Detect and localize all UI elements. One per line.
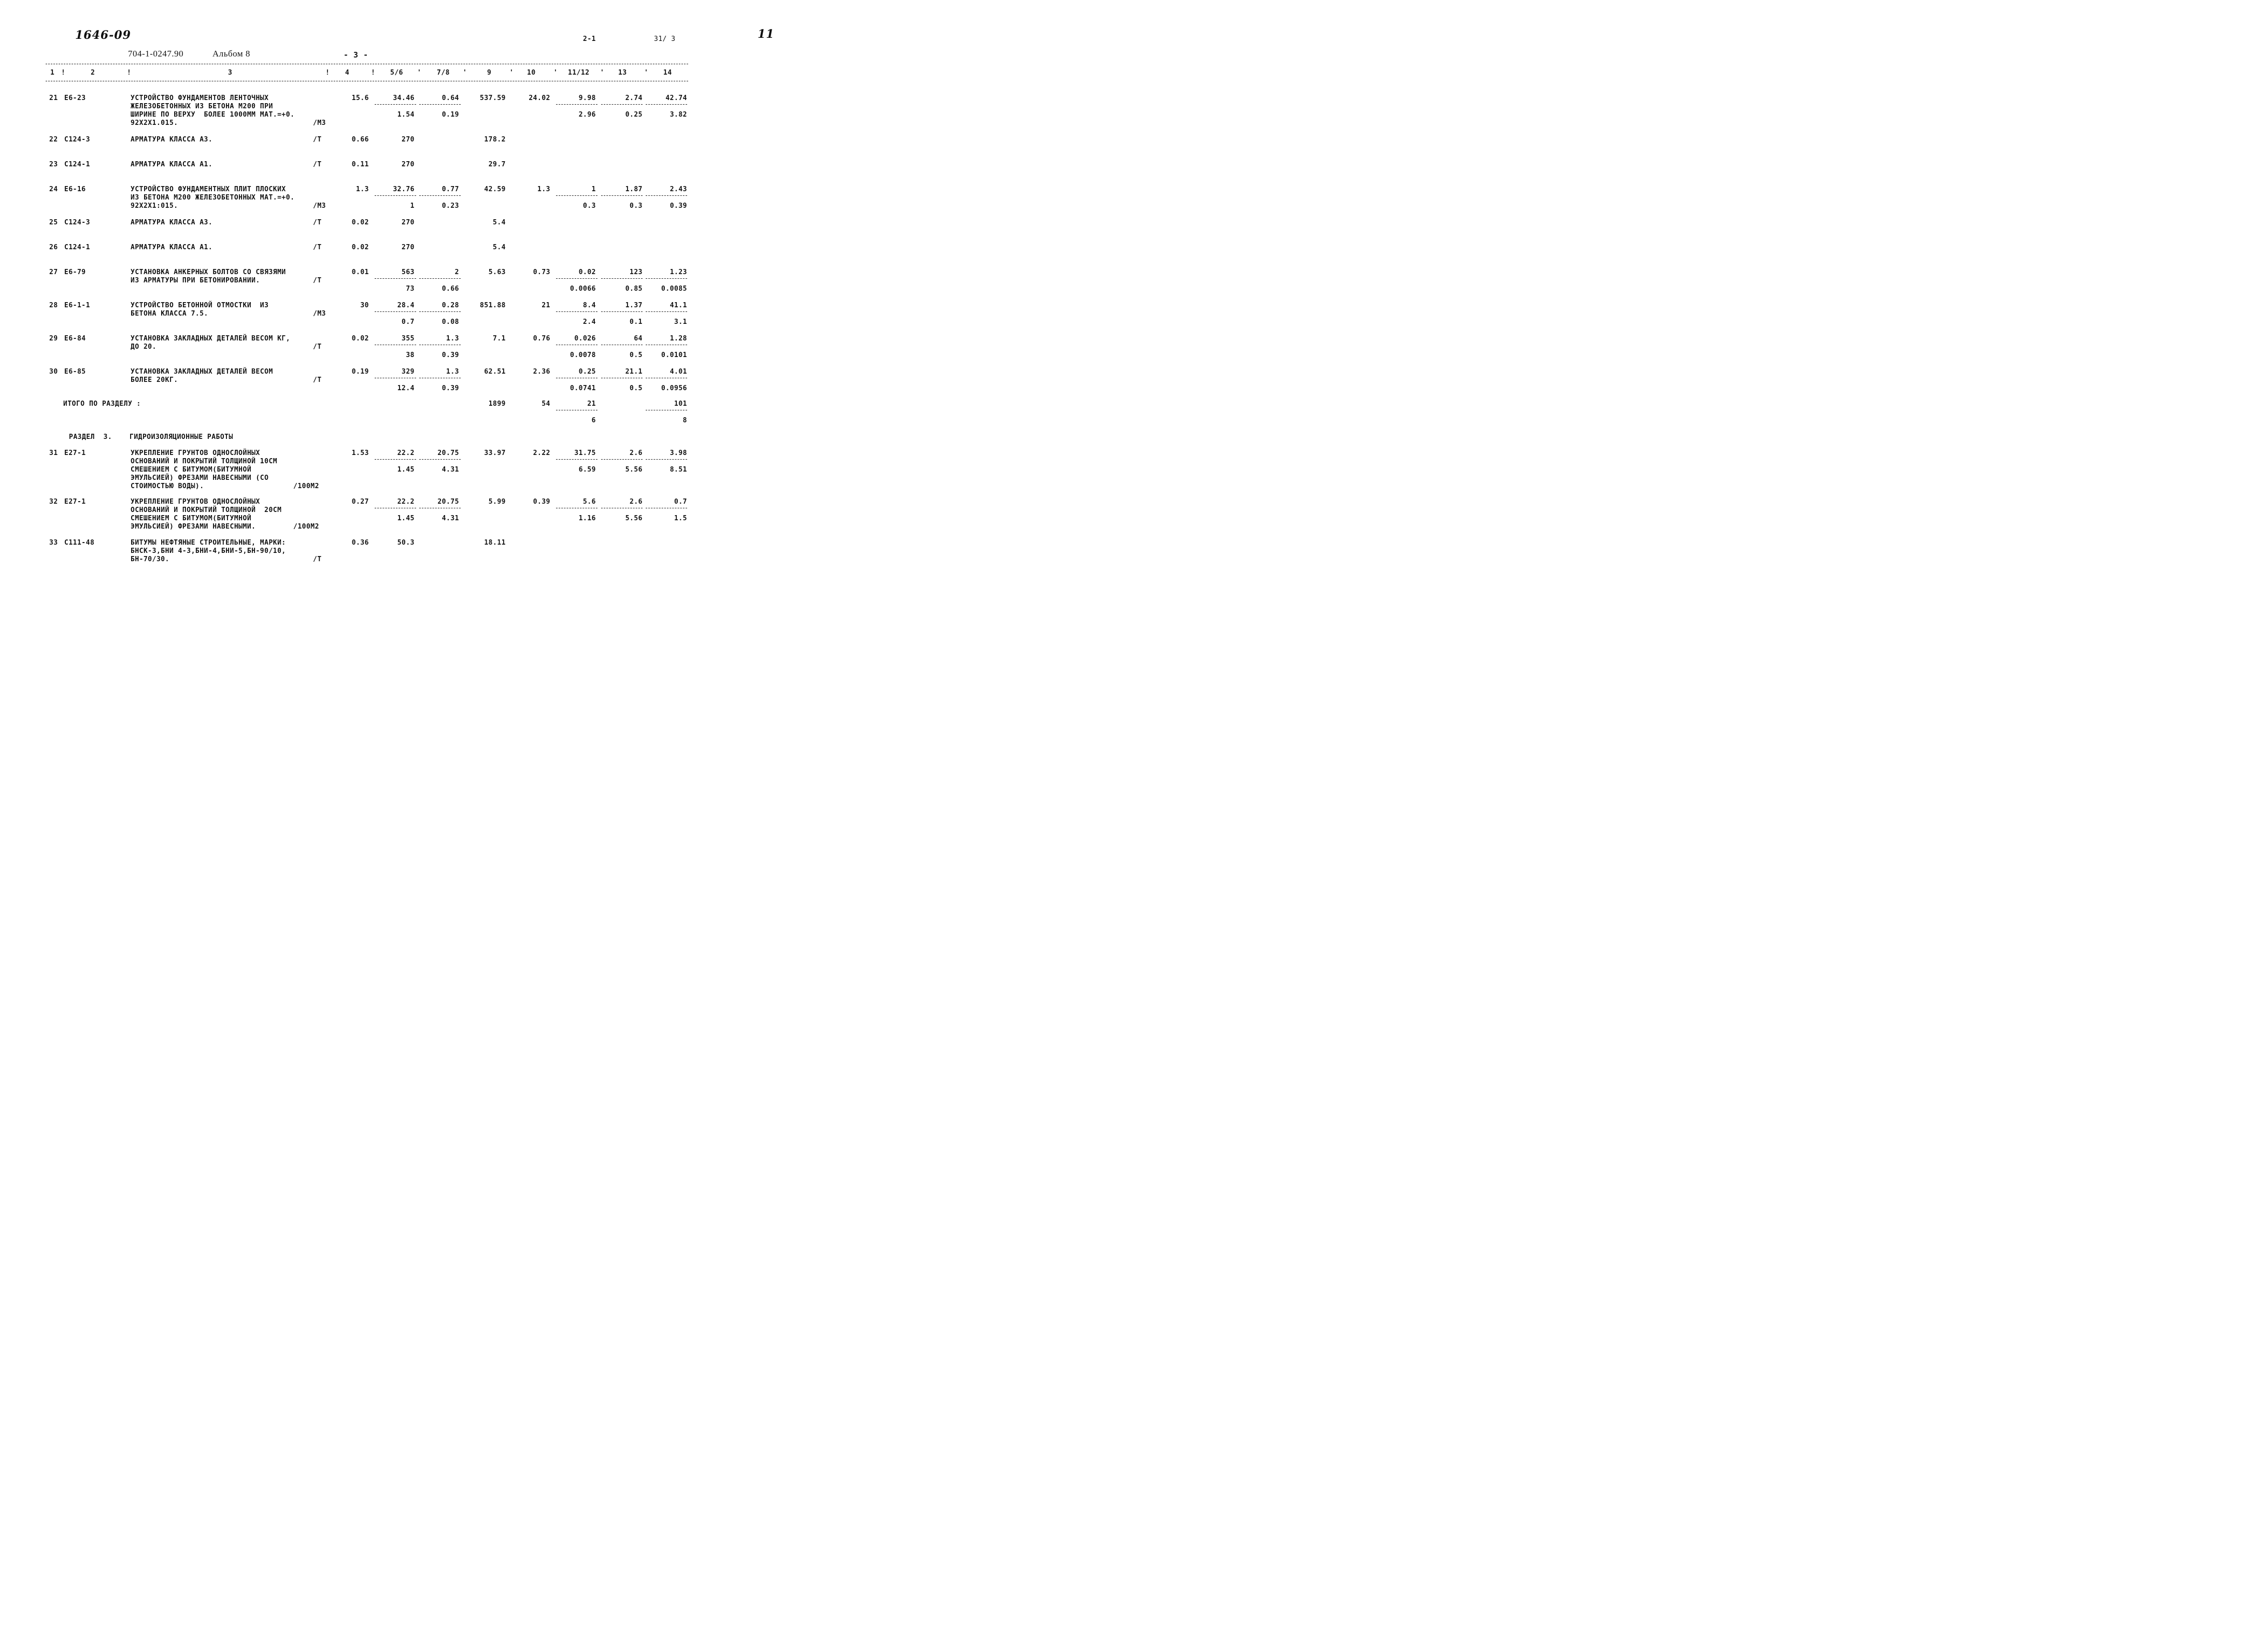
row-description: УКРЕПЛЕНИЕ ГРУНТОВ ОДНОСЛОЙНЫХ <box>131 498 260 506</box>
row-number: 23 <box>49 161 58 168</box>
col-sep: ' <box>600 69 605 77</box>
cell-col-7: 0.28 <box>441 302 459 309</box>
total-col-12: 6 <box>591 417 596 424</box>
row-code: E6-23 <box>64 94 86 102</box>
cell-col-6: 1.45 <box>397 515 415 522</box>
col-sep: ! <box>127 69 132 77</box>
fraction-line <box>601 459 643 460</box>
cell-col-10: 2.36 <box>533 368 550 376</box>
col-head-4: 4 <box>345 69 350 77</box>
row-description: ЖЕЛЕЗОБЕТОННЫХ ИЗ БЕТОНА М200 ПРИ <box>131 103 273 110</box>
cell-col-13-lower: 0.5 <box>630 384 643 392</box>
fraction-line <box>556 459 597 460</box>
cell-col-9: 7.1 <box>493 335 506 343</box>
cell-col-11: 1 <box>591 186 596 193</box>
cell-col-9: 18.11 <box>484 539 506 547</box>
cell-col-6: 73 <box>406 285 415 293</box>
cell-col-9: 29.7 <box>488 161 506 168</box>
sheet-number: 31/ 3 <box>654 35 676 43</box>
row-unit: /Т <box>313 556 322 563</box>
fraction-line <box>646 311 687 312</box>
fraction-line <box>601 195 643 196</box>
cell-col-8: 0.39 <box>441 384 459 392</box>
col-head-11-12: 11/12 <box>568 69 590 77</box>
fraction-line <box>419 311 461 312</box>
row-description: УСТРОЙСТВО ФУНДАМЕНТНЫХ ПЛИТ ПЛОСКИХ <box>131 186 286 193</box>
cell-col-7: 20.75 <box>437 449 459 457</box>
fraction-line <box>646 104 687 105</box>
row-number: 31 <box>49 449 58 457</box>
cell-col-9: 5.4 <box>493 244 506 251</box>
row-number: 33 <box>49 539 58 547</box>
cell-col-4: 0.02 <box>351 335 369 343</box>
cell-col-14-lower: 3.1 <box>674 318 687 326</box>
cell-col-9: 42.59 <box>484 186 506 193</box>
album-label: Альбом 8 <box>212 49 250 59</box>
row-unit: /Т <box>313 277 322 284</box>
cell-col-13: 123 <box>630 268 643 276</box>
fraction-line <box>419 104 461 105</box>
cell-col-5: 22.2 <box>397 498 415 506</box>
fraction-line <box>419 459 461 460</box>
row-description: СТОИМОСТЬЮ ВОДЫ). <box>131 482 204 490</box>
fraction-line <box>601 104 643 105</box>
section-title: ГИДРОИЗОЛЯЦИОННЫЕ РАБОТЫ <box>130 433 233 441</box>
row-unit: /100М2 <box>293 482 319 490</box>
cell-col-6: 38 <box>406 351 415 359</box>
cell-col-4: 1.53 <box>351 449 369 457</box>
row-description: 92Х2Х1.015. <box>131 119 178 127</box>
col-head-2: 2 <box>91 69 95 77</box>
cell-col-9: 33.97 <box>484 449 506 457</box>
col-head-14: 14 <box>663 69 672 77</box>
cell-col-13: 1.37 <box>625 302 643 309</box>
cell-col-8: 0.08 <box>441 318 459 326</box>
row-description: ДО 20. <box>131 343 156 351</box>
cell-col-4: 1.3 <box>356 186 369 193</box>
cell-col-10: 0.76 <box>533 335 550 343</box>
cell-col-13: 2.6 <box>630 449 643 457</box>
cell-col-11: 5.6 <box>583 498 596 506</box>
row-description: УКРЕПЛЕНИЕ ГРУНТОВ ОДНОСЛОЙНЫХ <box>131 449 260 457</box>
cell-col-7: 20.75 <box>437 498 459 506</box>
col-sep: ! <box>325 69 330 77</box>
cell-col-14: 1.23 <box>669 268 687 276</box>
row-description: УСТАНОВКА ЗАКЛАДНЫХ ДЕТАЛЕЙ ВЕСОМ КГ, <box>131 335 291 343</box>
fraction-line <box>375 104 416 105</box>
row-description: ОСНОВАНИЙ И ПОКРЫТИЙ ТОЛЩИНОЙ 10СМ <box>131 458 278 465</box>
cell-col-9: 537.59 <box>480 94 506 102</box>
row-code: E6-79 <box>64 268 86 276</box>
row-number: 26 <box>49 244 58 251</box>
cell-col-9: 5.63 <box>488 268 506 276</box>
fraction-line <box>556 104 597 105</box>
cell-col-5: 270 <box>402 219 415 226</box>
row-code: С124-1 <box>64 244 90 251</box>
cell-col-9: 5.4 <box>493 219 506 226</box>
row-code: E6-1-1 <box>64 302 90 309</box>
row-number: 25 <box>49 219 58 226</box>
total-col-9: 1899 <box>488 400 506 408</box>
handwritten-number: 1646-09 <box>75 29 131 42</box>
cell-col-14: 2.43 <box>669 186 687 193</box>
row-description: АРМАТУРА КЛАССА А3. <box>131 219 213 226</box>
cell-col-14-lower: 0.39 <box>669 202 687 210</box>
cell-col-6: 1.45 <box>397 466 415 474</box>
col-sep: ' <box>463 69 467 77</box>
row-number: 32 <box>49 498 58 506</box>
cell-col-13: 2.74 <box>625 94 643 102</box>
row-code: E6-84 <box>64 335 86 343</box>
row-unit: /М3 <box>313 119 326 127</box>
cell-col-5: 270 <box>402 136 415 144</box>
col-head-13: 13 <box>618 69 627 77</box>
row-number: 29 <box>49 335 58 343</box>
row-description: АРМАТУРА КЛАССА А1. <box>131 244 213 251</box>
row-unit: /Т <box>313 376 322 384</box>
cell-col-8: 0.23 <box>441 202 459 210</box>
row-code: E6-16 <box>64 186 86 193</box>
fraction-line <box>601 278 643 279</box>
cell-col-11: 31.75 <box>574 449 596 457</box>
cell-col-10: 2.22 <box>533 449 550 457</box>
col-head-1: 1 <box>50 69 55 77</box>
cell-col-5: 563 <box>402 268 415 276</box>
total-col-14-lower: 8 <box>682 417 687 424</box>
cell-col-9: 5.99 <box>488 498 506 506</box>
cell-col-12: 6.59 <box>578 466 596 474</box>
row-description: ИЗ БЕТОНА М200 ЖЕЛЕЗОБЕТОННЫХ МАТ.=+0. <box>131 194 295 202</box>
cell-col-4: 30 <box>360 302 369 309</box>
cell-col-7: 1.3 <box>446 368 459 376</box>
cell-col-8: 0.39 <box>441 351 459 359</box>
cell-col-8: 0.19 <box>441 111 459 119</box>
row-code: E27-1 <box>64 449 86 457</box>
cell-col-4: 15.6 <box>351 94 369 102</box>
col-sep: ' <box>509 69 514 77</box>
row-code: С124-3 <box>64 219 90 226</box>
cell-col-5: 32.76 <box>393 186 415 193</box>
total-col-10: 54 <box>542 400 550 408</box>
cell-col-14-lower: 0.0101 <box>661 351 687 359</box>
cell-col-13-lower: 5.56 <box>625 466 643 474</box>
cell-col-12: 0.0066 <box>570 285 596 293</box>
total-col-11: 21 <box>587 400 596 408</box>
doc-code: 704-1-0247.90 <box>128 49 184 59</box>
fraction-line <box>419 278 461 279</box>
cell-col-4: 0.27 <box>351 498 369 506</box>
row-description: ШИРИНЕ ПО ВЕРХУ БОЛЕЕ 1000ММ МАТ.=+0. <box>131 111 295 119</box>
cell-col-13-lower: 0.5 <box>630 351 643 359</box>
row-description: СМЕШЕНИЕМ С БИТУМОМ(БИТУМНОЙ <box>131 466 252 474</box>
row-description: АРМАТУРА КЛАССА А1. <box>131 161 213 168</box>
col-sep: ! <box>61 69 66 77</box>
cell-col-8: 4.31 <box>441 515 459 522</box>
row-description: СМЕШЕНИЕМ С БИТУМОМ(БИТУМНОЙ <box>131 515 252 522</box>
cell-col-12: 0.0078 <box>570 351 596 359</box>
row-unit: /Т <box>313 244 322 251</box>
col-head-5-6: 5/6 <box>390 69 403 77</box>
cell-col-7: 1.3 <box>446 335 459 343</box>
row-unit: /Т <box>313 136 322 144</box>
row-description: 92Х2Х1:015. <box>131 202 178 210</box>
col-sep: ' <box>553 69 558 77</box>
row-description: АРМАТУРА КЛАССА А3. <box>131 136 213 144</box>
cell-col-4: 0.66 <box>351 136 369 144</box>
col-sep: ' <box>644 69 649 77</box>
row-description: УСТАНОВКА ЗАКЛАДНЫХ ДЕТАЛЕЙ ВЕСОМ <box>131 368 273 376</box>
cell-col-4: 0.36 <box>351 539 369 547</box>
row-number: 22 <box>49 136 58 144</box>
row-description: ОСНОВАНИЙ И ПОКРЫТИЙ ТОЛЩИНОЙ 20СМ <box>131 506 282 514</box>
cell-col-5: 34.46 <box>393 94 415 102</box>
row-number: 30 <box>49 368 58 376</box>
row-number: 27 <box>49 268 58 276</box>
fraction-line <box>646 195 687 196</box>
page-marker: - 3 - <box>344 50 368 60</box>
cell-col-14-lower: 0.0085 <box>661 285 687 293</box>
cell-col-5: 270 <box>402 161 415 168</box>
cell-col-6: 1.54 <box>397 111 415 119</box>
cell-col-13-lower: 0.25 <box>625 111 643 119</box>
cell-col-10: 0.39 <box>533 498 550 506</box>
cell-col-13: 21.1 <box>625 368 643 376</box>
row-unit: /Т <box>313 161 322 168</box>
cell-col-9: 851.88 <box>480 302 506 309</box>
row-code: E6-85 <box>64 368 86 376</box>
fraction-line <box>375 311 416 312</box>
row-description: ЭМУЛЬСИЕЙ) ФРЕЗАМИ НАВЕСНЫМИ. <box>131 523 256 531</box>
cell-col-13: 1.87 <box>625 186 643 193</box>
row-description: УСТАНОВКА АНКЕРНЫХ БОЛТОВ СО СВЯЗЯМИ <box>131 268 286 276</box>
cell-col-10: 1.3 <box>537 186 550 193</box>
cell-col-12: 0.0741 <box>570 384 596 392</box>
cell-col-7: 0.64 <box>441 94 459 102</box>
cell-col-10: 0.73 <box>533 268 550 276</box>
cell-col-9: 62.51 <box>484 368 506 376</box>
cell-col-8: 0.66 <box>441 285 459 293</box>
fraction-line <box>556 195 597 196</box>
row-number: 28 <box>49 302 58 309</box>
row-unit: /Т <box>313 343 322 351</box>
row-description: УСТРОЙСТВО ФУНДАМЕНТОВ ЛЕНТОЧНЫХ <box>131 94 269 102</box>
row-code: С124-1 <box>64 161 90 168</box>
fraction-line <box>556 278 597 279</box>
row-description: БИТУМЫ НЕФТЯНЫЕ СТРОИТЕЛЬНЫЕ, МАРКИ: <box>131 539 286 547</box>
fraction-line <box>646 278 687 279</box>
cell-col-11: 9.98 <box>578 94 596 102</box>
cell-col-12: 2.4 <box>583 318 596 326</box>
cell-col-14-lower: 8.51 <box>669 466 687 474</box>
cell-col-8: 4.31 <box>441 466 459 474</box>
cell-col-7: 2 <box>454 268 459 276</box>
row-unit: /100М2 <box>293 523 319 531</box>
cell-col-12: 1.16 <box>578 515 596 522</box>
cell-col-14-lower: 3.82 <box>669 111 687 119</box>
col-head-9: 9 <box>487 69 492 77</box>
fraction-line <box>601 311 643 312</box>
cell-col-14: 4.01 <box>669 368 687 376</box>
row-unit: /М3 <box>313 202 326 210</box>
cell-col-4: 0.19 <box>351 368 369 376</box>
cell-col-12: 2.96 <box>578 111 596 119</box>
cell-col-5: 270 <box>402 244 415 251</box>
section-label: РАЗДЕЛ 3. <box>69 433 112 441</box>
col-sep: ! <box>371 69 376 77</box>
cell-col-4: 0.01 <box>351 268 369 276</box>
cell-col-13-lower: 0.1 <box>630 318 643 326</box>
row-description: БЕТОНА КЛАССА 7.5. <box>131 310 208 318</box>
cell-col-13: 2.6 <box>630 498 643 506</box>
row-description: БОЛЕЕ 20КГ. <box>131 376 178 384</box>
cell-col-4: 0.02 <box>351 244 369 251</box>
cell-col-10: 21 <box>542 302 550 309</box>
row-code: С111-48 <box>64 539 95 547</box>
cell-col-5: 28.4 <box>397 302 415 309</box>
row-description: ИЗ АРМАТУРЫ ПРИ БЕТОНИРОВАНИИ. <box>131 277 260 284</box>
cell-col-13: 64 <box>634 335 643 343</box>
cell-col-12: 0.3 <box>583 202 596 210</box>
document-page <box>0 0 813 592</box>
row-number: 24 <box>49 186 58 193</box>
cell-col-14: 42.74 <box>665 94 687 102</box>
cell-col-10: 24.02 <box>529 94 550 102</box>
fraction-line <box>556 311 597 312</box>
row-description: ЭМУЛЬСИЕЙ) ФРЕЗАМИ НАВЕСНЫМИ (СО <box>131 474 269 482</box>
cell-col-14: 41.1 <box>669 302 687 309</box>
total-col-14: 101 <box>674 400 687 408</box>
row-unit: /Т <box>313 219 322 226</box>
handwritten-page: 11 <box>758 27 775 41</box>
cell-col-13-lower: 5.56 <box>625 515 643 522</box>
cell-col-11: 0.026 <box>574 335 596 343</box>
fraction-line <box>375 195 416 196</box>
cell-col-5: 329 <box>402 368 415 376</box>
cell-col-11: 0.02 <box>578 268 596 276</box>
cell-col-6: 0.7 <box>402 318 415 326</box>
cell-col-6: 1 <box>410 202 415 210</box>
fraction-line <box>646 459 687 460</box>
col-sep: ' <box>417 69 422 77</box>
cell-col-6: 12.4 <box>397 384 415 392</box>
row-unit: /М3 <box>313 310 326 318</box>
cell-col-5: 50.3 <box>397 539 415 547</box>
row-description: УСТРОЙСТВО БЕТОННОЙ ОТМОСТКИ ИЗ <box>131 302 269 309</box>
col-head-7-8: 7/8 <box>437 69 450 77</box>
cell-col-7: 0.77 <box>441 186 459 193</box>
cell-col-5: 355 <box>402 335 415 343</box>
col-head-10: 10 <box>527 69 536 77</box>
cell-col-5: 22.2 <box>397 449 415 457</box>
cell-col-9: 178.2 <box>484 136 506 144</box>
section-total-label: ИТОГО ПО РАЗДЕЛУ : <box>63 400 141 408</box>
cell-col-14-lower: 1.5 <box>674 515 687 522</box>
cell-col-11: 8.4 <box>583 302 596 309</box>
fraction-line <box>375 459 416 460</box>
row-description: БНСК-3,БНИ 4-3,БНИ-4,БНИ-5,БН-90/10, <box>131 547 286 555</box>
fraction-line <box>419 195 461 196</box>
row-code: С124-3 <box>64 136 90 144</box>
cell-col-14: 1.28 <box>669 335 687 343</box>
cell-col-14: 0.7 <box>674 498 687 506</box>
cell-col-4: 0.02 <box>351 219 369 226</box>
code-right: 2-1 <box>583 35 596 43</box>
cell-col-11: 0.25 <box>578 368 596 376</box>
cell-col-4: 0.11 <box>351 161 369 168</box>
row-code: E27-1 <box>64 498 86 506</box>
cell-col-14: 3.98 <box>669 449 687 457</box>
cell-col-14-lower: 0.0956 <box>661 384 687 392</box>
cell-col-13-lower: 0.85 <box>625 285 643 293</box>
col-head-3: 3 <box>228 69 233 77</box>
fraction-line <box>375 278 416 279</box>
row-description: БН-70/30. <box>131 556 169 563</box>
cell-col-13-lower: 0.3 <box>630 202 643 210</box>
row-number: 21 <box>49 94 58 102</box>
